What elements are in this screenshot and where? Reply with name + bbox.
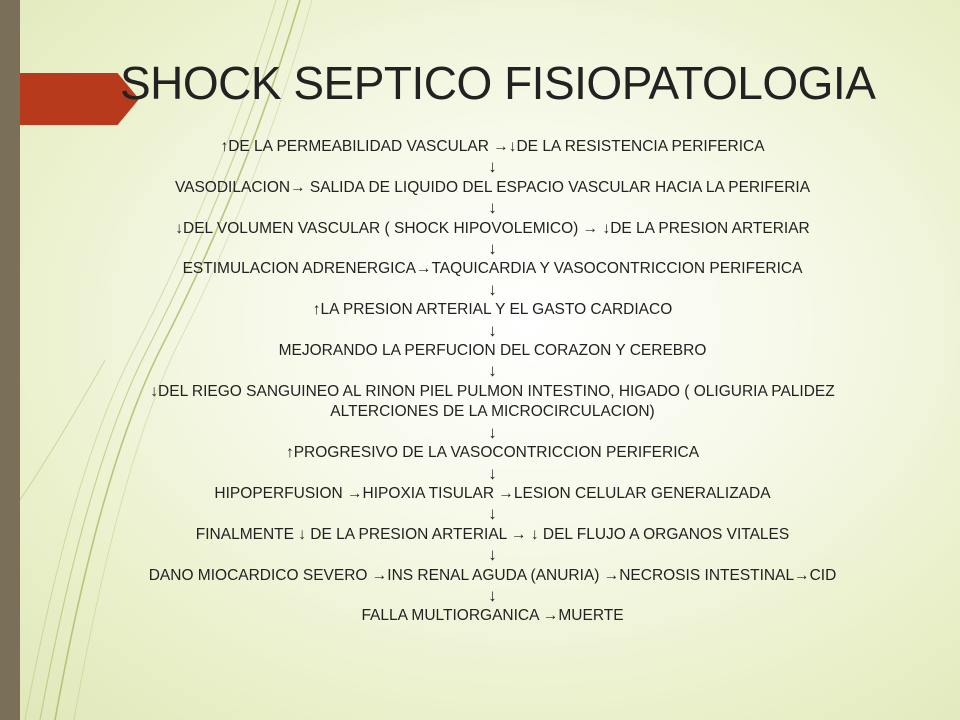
down-arrow-icon: ↓ <box>488 504 497 524</box>
left-accent-bar <box>0 0 20 720</box>
flow-step-12: FALLA MULTIORGANICA →MUERTE <box>361 607 624 625</box>
flow-step-1: ↑DE LA PERMEABILIDAD VASCULAR →↓DE LA RESISTENCIA PERIFERICA <box>220 138 765 155</box>
flow-step-6: MEJORANDO LA PERFUCION DEL CORAZON Y CEREBRO <box>278 342 707 360</box>
pathophysiology-flow <box>120 137 865 627</box>
down-arrow-icon: ↓ <box>488 361 497 381</box>
down-arrow-icon: ↓ <box>488 239 497 259</box>
down-arrow-icon: ↓ <box>488 585 497 605</box>
flow-step-11: DANO MIOCARDICO SEVERO →INS RENAL AGUDA (ANURIA) →NECROSIS INTESTINAL→CID <box>148 566 837 584</box>
flow-step-8: ↑PROGRESIVO DE LA VASOCONTRICCION PERIFERICA <box>285 444 700 462</box>
down-arrow-icon: ↓ <box>488 463 497 483</box>
down-arrow-icon: ↓ <box>488 320 497 340</box>
down-arrow-icon: ↓ <box>488 279 497 299</box>
flow-step-9: HIPOPERFUSION →HIPOXIA TISULAR →LESION CELULAR GENERALIZADA <box>214 484 771 502</box>
flow-step-7: ↓DEL RIEGO SANGUINEO AL RINON PIEL PULMON INTESTINO, HIGADO ( OLIGURIA PALIDEZ ALTERCIONES DE LA MICROCIRCULACION) <box>150 382 835 421</box>
down-arrow-icon: ↓ <box>488 157 497 177</box>
flow-step-2: VASODILACION→ SALIDA DE LIQUIDO DEL ESPACIO VASCULAR HACIA LA PERIFERIA <box>174 178 811 196</box>
flow-step-3: ↓DEL VOLUMEN VASCULAR ( SHOCK HIPOVOLEMICO) → ↓DE LA PRESION ARTERIAR <box>175 219 810 237</box>
down-arrow-icon: ↓ <box>488 422 497 442</box>
slide-title: SHOCK SEPTICO FISIOPATOLOGIA <box>120 57 876 109</box>
flow-step-5: ↑LA PRESION ARTERIAL Y EL GASTO CARDIACO <box>312 301 673 319</box>
flow-step-4: ESTIMULACION ADRENERGICA→TAQUICARDIA Y VASOCONTRICCION PERIFERICA <box>182 260 803 278</box>
flow-step-10: FINALMENTE ↓ DE LA PRESION ARTERIAL → ↓ DEL FLUJO A ORGANOS VITALES <box>195 525 790 543</box>
down-arrow-icon: ↓ <box>488 198 497 218</box>
down-arrow-icon: ↓ <box>488 545 497 565</box>
